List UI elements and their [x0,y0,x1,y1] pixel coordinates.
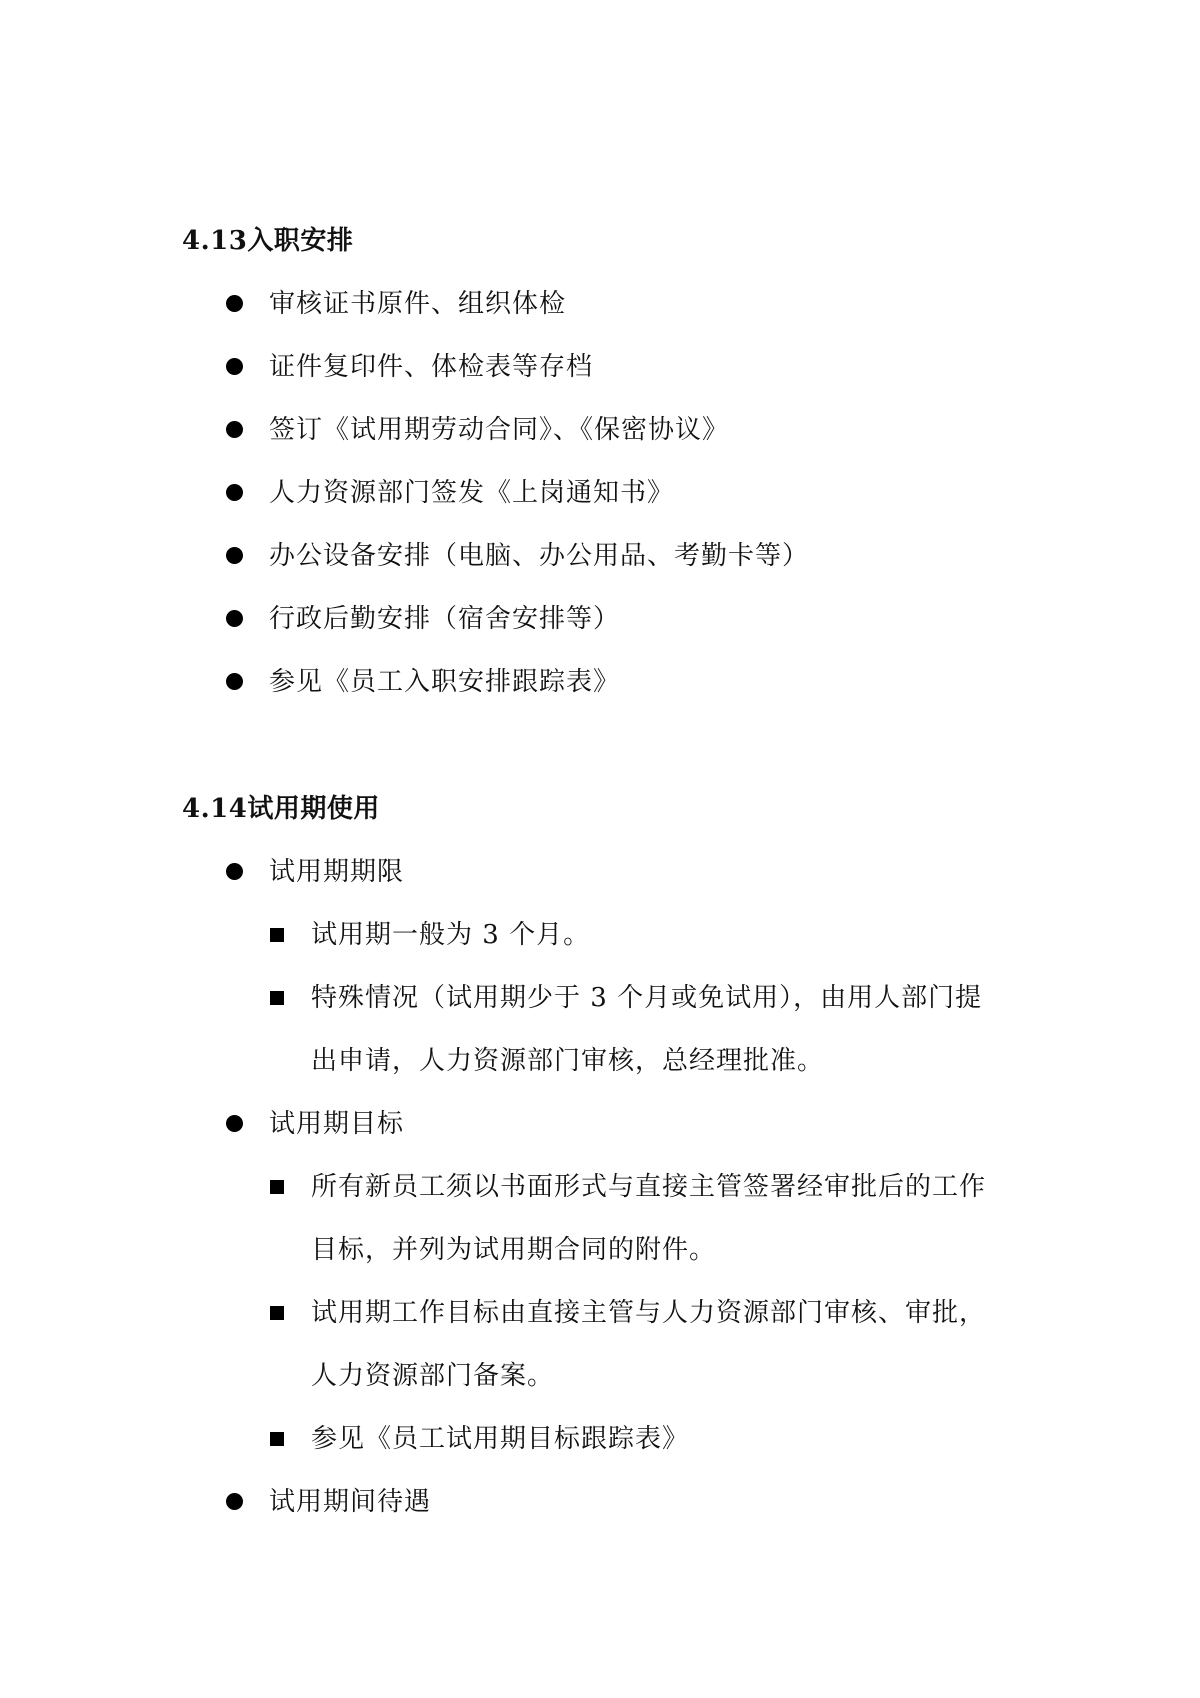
list-item-text: 参见《员工入职安排跟踪表》 [269,667,621,697]
sub-list-item-text: 所有新员工须以书面形式与直接主管签署经审批后的工作 [311,1172,987,1202]
list-item-text: 试用期目标 [269,1109,405,1139]
bullet-dot-icon [226,421,243,438]
sub-list-item-text: 特殊情况（试用期少于 3 个月或免试用），由用人部门提 [311,983,983,1013]
bullet-square-icon [270,991,284,1005]
bullet-dot-icon [226,295,243,312]
bullet-dot-icon [226,547,243,564]
sub-list-item-text-continued: 人力资源部门备案。 [311,1361,555,1391]
bullet-dot-icon [226,1115,243,1132]
sub-list-item-text: 试用期工作目标由直接主管与人力资源部门审核、审批， [311,1298,987,1328]
bullet-square-icon [270,1432,284,1446]
sub-list-item-text: 参见《员工试用期目标跟踪表》 [311,1424,690,1454]
bullet-dot-icon [226,358,243,375]
bullet-dot-icon [226,1493,243,1510]
sub-list-item-text-continued: 出申请，人力资源部门审核，总经理批准。 [311,1046,825,1076]
bullet-dot-icon [226,484,243,501]
list-item-text: 试用期期限 [269,857,405,887]
list-item-text: 签订《试用期劳动合同》、《保密协议》 [269,415,730,445]
list-item-text: 行政后勤安排（宿舍安排等） [269,604,621,634]
sub-list-item-text-continued: 目标，并列为试用期合同的附件。 [311,1235,717,1265]
sub-list-item-text: 试用期一般为 3 个月。 [311,920,591,950]
section-heading-4-13: 4.13入职安排 [182,226,354,256]
list-item-text: 试用期间待遇 [269,1487,432,1517]
list-item-text: 人力资源部门签发《上岗通知书》 [269,478,675,508]
bullet-square-icon [270,1306,284,1320]
bullet-dot-icon [226,673,243,690]
bullet-square-icon [270,928,284,942]
list-item-text: 办公设备安排（电脑、办公用品、考勤卡等） [269,541,810,571]
list-item-text: 证件复印件、体检表等存档 [269,352,594,382]
section-heading-4-14: 4.14试用期使用 [182,794,380,824]
bullet-square-icon [270,1180,284,1194]
list-item-text: 审核证书原件、组织体检 [269,289,567,319]
bullet-dot-icon [226,863,243,880]
bullet-dot-icon [226,610,243,627]
